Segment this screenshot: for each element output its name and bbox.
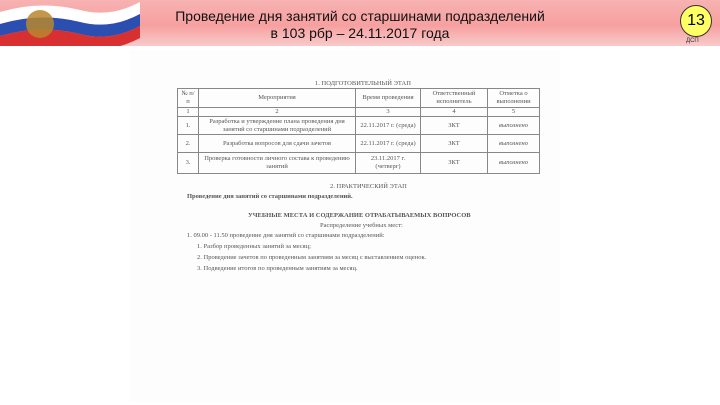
cell-responsible: ЗКТ bbox=[421, 135, 488, 153]
col-header: № п/п bbox=[178, 89, 199, 108]
title-line-2: в 103 рбр – 24.11.2017 года bbox=[270, 25, 450, 41]
scanned-document bbox=[130, 50, 560, 402]
slide-header bbox=[0, 0, 720, 46]
col-header: Мероприятия bbox=[199, 89, 356, 108]
col-number: 4 bbox=[421, 108, 488, 117]
section2-title: 2. ПРАКТИЧЕСКИЙ ЭТАП bbox=[330, 183, 407, 190]
cell-mark: выполнено bbox=[488, 153, 540, 174]
col-number: 1 bbox=[178, 108, 199, 117]
preparation-table bbox=[177, 88, 540, 174]
cell-num: 2. bbox=[178, 135, 199, 153]
cell-event: Разработка и утверждение плана проведения дня занятий со старшинами подразделений bbox=[199, 117, 356, 135]
section1-title: 1. ПОДГОТОВИТЕЛЬНЫЙ ЭТАП bbox=[315, 80, 411, 87]
cell-time: 23.11.2017 г. (четверг) bbox=[356, 153, 421, 174]
slide-number-badge: 13 bbox=[680, 5, 712, 37]
cell-num: 1. bbox=[178, 117, 199, 135]
classification-label: ДСП bbox=[686, 38, 699, 44]
col-number: 3 bbox=[356, 108, 421, 117]
places-title: УЧЕБНЫЕ МЕСТА И СОДЕРЖАНИЕ ОТРАБАТЫВАЕМЫХ ВОПРОСОВ bbox=[248, 212, 471, 219]
col-header: Отметка о выполнении bbox=[488, 89, 540, 108]
cell-time: 22.11.2017 г. (среда) bbox=[356, 135, 421, 153]
table-row bbox=[178, 135, 540, 153]
russian-flag-emblem-icon bbox=[0, 0, 140, 46]
cell-mark: выполнено bbox=[488, 117, 540, 135]
sub-item: 2. Проведение зачетов по проведенным занятиям за месяц с выставлением оценок. bbox=[197, 254, 427, 261]
title-line-1: Проведение дня занятий со старшинами подразделений bbox=[175, 8, 545, 24]
cell-responsible: ЗКТ bbox=[421, 153, 488, 174]
table-row bbox=[178, 153, 540, 174]
places-subtitle: Распределение учебных мест: bbox=[320, 222, 403, 229]
col-header: Ответственный исполнитель bbox=[421, 89, 488, 108]
sub-item: 3. Подведение итогов по проведенным занятиям за месяц. bbox=[197, 265, 358, 272]
col-header: Время проведения bbox=[356, 89, 421, 108]
cell-event: Разработка вопросов для сдачи зачетов bbox=[199, 135, 356, 153]
cell-event: Проверка готовности личного состава к проведению занятий bbox=[199, 153, 356, 174]
section2-subtitle: Проведение дня занятий со старшинами подразделений. bbox=[187, 193, 353, 200]
sub-item: 1. Разбор проведенных занятий за месяц; bbox=[197, 243, 311, 250]
col-number: 5 bbox=[488, 108, 540, 117]
cell-time: 22.11.2017 г. (среда) bbox=[356, 117, 421, 135]
slide-title bbox=[150, 8, 570, 42]
table-row bbox=[178, 117, 540, 135]
cell-num: 3. bbox=[178, 153, 199, 174]
cell-responsible: ЗКТ bbox=[421, 117, 488, 135]
col-number: 2 bbox=[199, 108, 356, 117]
cell-mark: выполнено bbox=[488, 135, 540, 153]
schedule-item: 1. 09.00 - 11.50 проведение дня занятий со старшинами подразделений: bbox=[187, 232, 385, 239]
